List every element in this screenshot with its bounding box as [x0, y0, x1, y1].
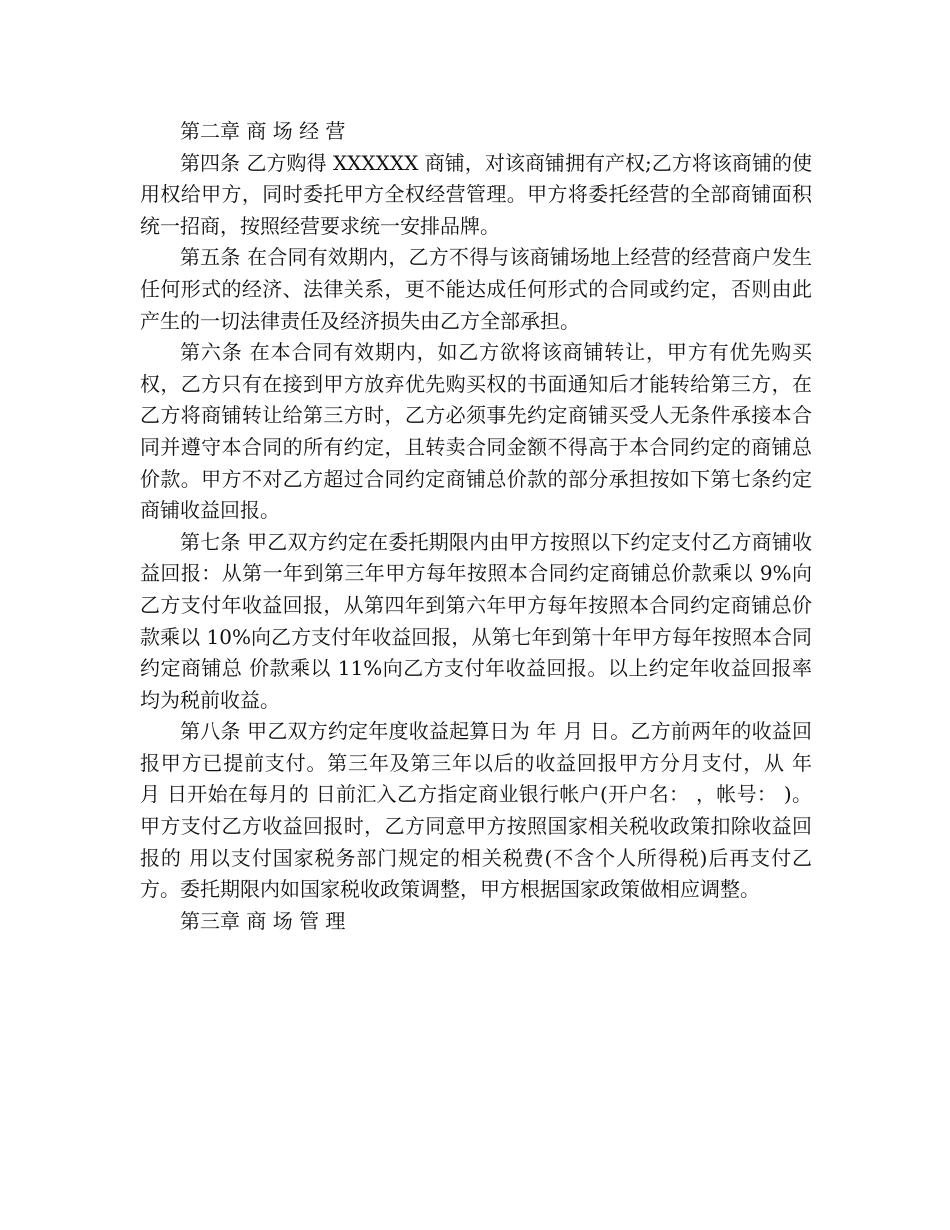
document-body — [140, 116, 812, 937]
chapter-3-heading: 第三章 商 场 管 理 — [180, 908, 346, 933]
article-7: 第七条 甲乙双方约定在委托期限内由甲方按照以下约定支付乙方商铺收益回报：从第一年到第三年甲方每年按照本合同约定商铺总价款乘以 9%向乙方支付年收益回报，从第四年到第六年甲方每年按照本合同约定商铺总价款乘以 10%向乙方支付年收益回报，从第七年到第十年甲方每年按照本合同约定商铺总 价款乘以 11%向乙方支付年收益回报。以上约定年收益回报率均为税前收益。 — [140, 529, 812, 712]
chapter-2-heading: 第二章 商 场 经 营 — [180, 119, 346, 143]
article-8: 第八条 甲乙双方约定年度收益起算日为 年 月 日。乙方前两年的收益回报甲方已提前支付。第三年及第三年以后的收益回报甲方分月支付，从 年 月 日开始在每月的 日前汇入乙方指定商业银行帐户(开户名： ，帐号： )。甲方支付乙方收益回报时，乙方同意甲方按照国家相关税收政策扣除收益回报的 用以支付国家税务部门规定的相关税费(不含个人所得税)后再支付乙方。委托期限内如国家税收政策调整，甲方根据国家政策做相应调整。 — [140, 719, 812, 902]
article-5: 第五条 在合同有效期内，乙方不得与该商铺场地上经营的经营商户发生任何形式的经济、法律关系，更不能达成任何形式的合同或约定，否则由此产生的一切法律责任及经济损失由乙方全部承担。 — [140, 245, 812, 333]
article-4: 第四条 乙方购得 XXXXXX 商铺，对该商铺拥有产权;乙方将该商铺的使用权给甲方，同时委托甲方全权经营管理。甲方将委托经营的全部商铺面积统一招商，按照经营要求统一安排品牌。 — [140, 150, 812, 238]
article-6: 第六条 在本合同有效期内，如乙方欲将该商铺转让，甲方有优先购买权，乙方只有在接到甲方放弃优先购买权的书面通知后才能转给第三方，在乙方将商铺转让给第三方时，乙方必须事先约定商铺买受人无条件承接本合同并遵守本合同的所有约定，且转卖合同金额不得高于本合同约定的商铺总价款。甲方不对乙方超过合同约定商铺总价款的部分承担按如下第七条约定商铺收益回报。 — [140, 340, 812, 523]
